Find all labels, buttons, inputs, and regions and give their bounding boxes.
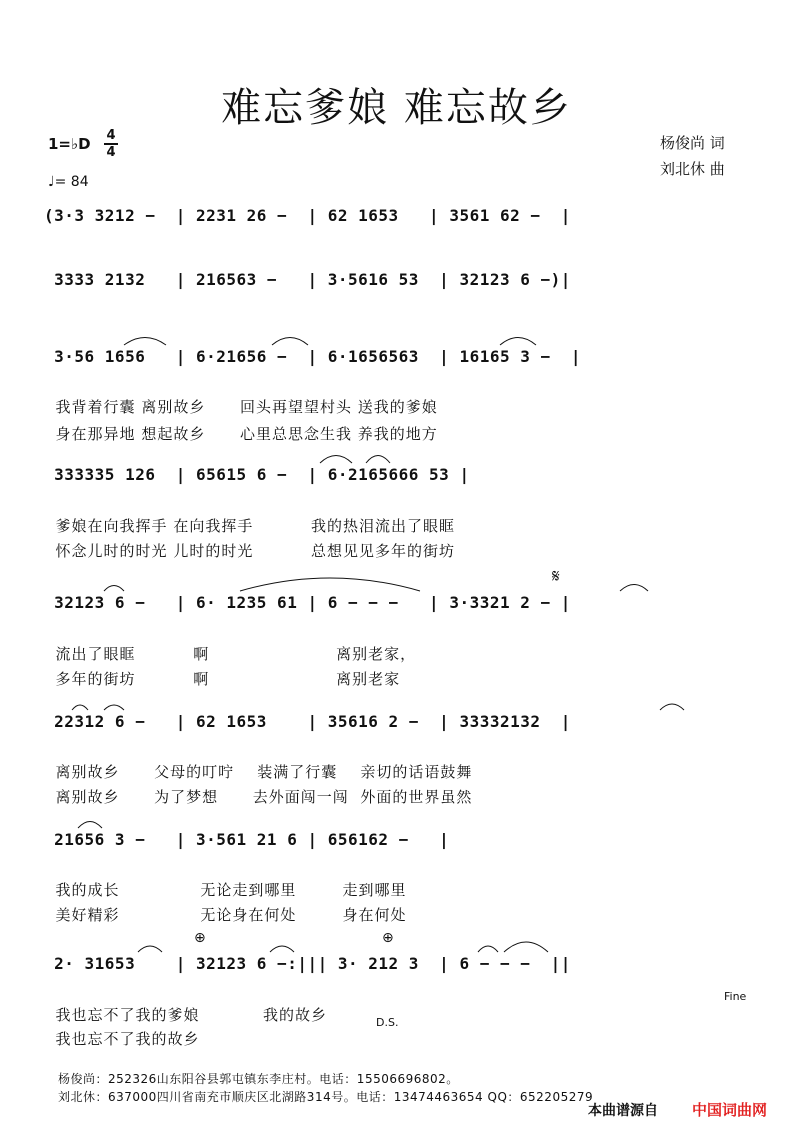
footer-contact-1: 杨俊尚：252326山东阳谷县郭屯镇东李庄村。电话：15506696802。 <box>58 1072 459 1086</box>
lyric-segment: 离别故乡 <box>55 788 120 806</box>
lyric-segment: 离别老家 <box>336 670 401 688</box>
lyric-segment: 装满了行囊 <box>257 763 338 781</box>
notes-row-1: (3·3 3212 − | 2231 26 − | 62 1653 | 3561 62 − | <box>44 206 571 225</box>
source-label: 本曲谱源自 <box>588 1103 658 1119</box>
notes-row-5: 32123 6 − | 6· 1235 61 | 6 − − − | 3·3321 2 − | <box>44 593 571 612</box>
notes-row-2: 3333 2132 | 216563 − | 3·5616 53 | 32123 6 −)| <box>44 270 571 289</box>
time-top: 4 <box>106 128 116 143</box>
notes-row-4: 333335 126 | 65615 6 − | 6·2165666 53 | <box>44 465 470 484</box>
lyric-segment: 回头再望望村头 送我的爹娘 <box>239 398 438 416</box>
lyric-segment: 多年的街坊 <box>55 670 136 688</box>
lyric-segment: 无论走到哪里 <box>200 881 297 899</box>
slur <box>104 705 124 710</box>
lyric-segment: 离别故乡 <box>55 763 120 781</box>
tempo-mark: ♩= 84 <box>48 174 89 190</box>
composer-credit: 刘北休 曲 <box>660 160 725 178</box>
lyricist-credit: 杨俊尚 词 <box>660 134 725 152</box>
footer-contact-2: 刘北休：637000四川省南充市顺庆区北湖路314号。电话：13474463654 QQ：652205279 <box>58 1090 594 1104</box>
slur <box>138 946 162 952</box>
lyric-segment: 啊 <box>193 670 210 688</box>
notes-row-6: 22312 6 − | 62 1653 | 35616 2 − | 33332132 | <box>44 712 571 731</box>
lyric-segment: 我也忘不了我的故乡 <box>55 1030 200 1048</box>
slur <box>500 338 536 346</box>
lyric-segment: 离别老家， <box>336 645 417 663</box>
segno-icon: 𝄋 <box>552 566 560 587</box>
coda-icon: ⊕ <box>194 930 206 946</box>
slur <box>104 586 124 592</box>
lyric-segment: 无论身在何处 <box>200 906 297 924</box>
lyric-segment: 我的故乡 <box>263 1006 328 1024</box>
lyric-segment: 流出了眼眶 <box>55 645 136 663</box>
slur <box>620 585 648 592</box>
score-title: 难忘爹娘 难忘故乡 <box>221 85 572 131</box>
slur <box>504 942 548 952</box>
lyric-segment: 怀念儿时的时光 儿时的时光 <box>55 542 254 560</box>
fine-mark: Fine <box>724 990 747 1003</box>
slur <box>240 578 420 591</box>
slur <box>270 946 294 952</box>
lyric-segment: 总想见见多年的街坊 <box>311 542 456 560</box>
slur <box>320 456 352 464</box>
lyric-segment: 我的成长 <box>55 881 120 899</box>
lyric-segment: 为了梦想 <box>154 788 219 806</box>
site-name: 中国词曲网 <box>692 1101 768 1119</box>
slur <box>78 822 102 829</box>
slur <box>124 338 166 346</box>
slur <box>272 338 308 346</box>
slur <box>660 704 684 710</box>
ds-mark: D.S. <box>376 1016 399 1029</box>
lyric-segment: 外面的世界虽然 <box>360 788 473 806</box>
lyric-segment: 父母的叮咛 <box>154 763 235 781</box>
notes-row-8: 2· 31653 | 32123 6 −:||| 3· 212 3 | 6 − − − || <box>44 954 571 973</box>
lyric-segment: 我的热泪流出了眼眶 <box>311 517 456 535</box>
lyric-segment: 美好精彩 <box>55 906 120 924</box>
lyric-segment: 去外面闯一闯 <box>252 788 349 806</box>
lyric-segment: 我背着行囊 离别故乡 <box>55 398 206 416</box>
lyric-segment: 我也忘不了我的爹娘 <box>55 1006 200 1024</box>
lyric-segment: 啊 <box>193 645 210 663</box>
notes-row-3: 3·56 1656 | 6·21656 − | 6·1656563 | 16165 3 − | <box>44 347 582 366</box>
slur <box>72 705 88 710</box>
key-signature: 1=♭D <box>48 135 91 153</box>
lyric-segment: 身在那异地 想起故乡 <box>55 425 206 443</box>
lyric-segment: 亲切的话语鼓舞 <box>360 763 473 781</box>
slur <box>366 456 390 464</box>
lyric-segment: 走到哪里 <box>342 881 407 899</box>
notes-row-7: 21656 3 − | 3·561 21 6 | 656162 − | <box>44 830 450 849</box>
lyric-segment: 爹娘在向我挥手 在向我挥手 <box>55 517 254 535</box>
slur <box>478 946 498 952</box>
time-bottom: 4 <box>106 145 116 160</box>
coda-icon: ⊕ <box>382 930 394 946</box>
lyric-segment: 心里总思念生我 养我的地方 <box>239 425 438 443</box>
lyric-segment: 身在何处 <box>342 906 407 924</box>
